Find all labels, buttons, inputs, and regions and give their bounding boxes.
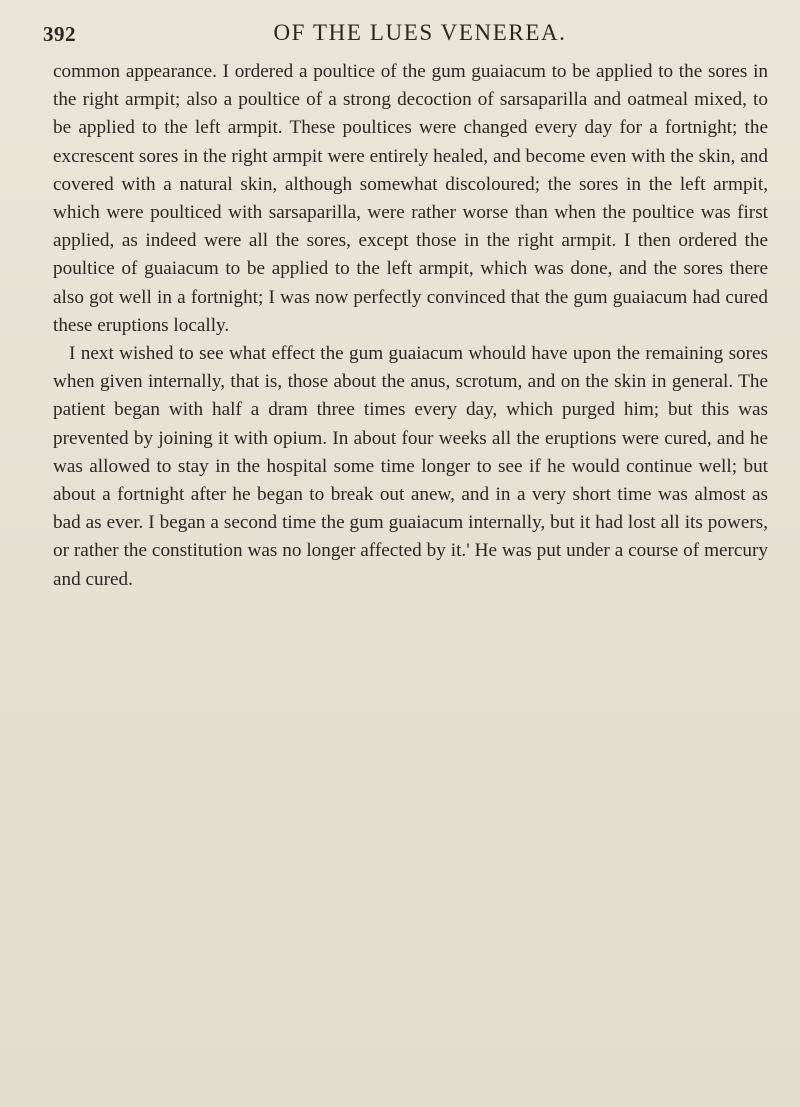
running-head xyxy=(0,16,800,56)
paragraph-2: I next wished to see what effect the gum guaiacum whould have upon the remaining sores when given internally, that is, those about the anus, scrotum, and on the skin in general. The patient began with half a dram three times every day, which purged him; but this was prevented by joining it with opium. In about four weeks all the eruptions were cured, and he was allowed to stay in the hospital some time longer to see if he would continue well; but about a fortnight after he began to break out anew, and in a very short time was almost as bad as ever. I began a second time the gum guaiacum internally, but it had lost all its powers, or rather the constitution was no longer affected by it.' He was put under a course of mercury and cured. xyxy=(53,343,768,590)
page-number: 392 xyxy=(43,22,76,46)
running-title: OF THE LUES VENEREA. xyxy=(273,20,567,45)
paragraph-1: common appearance. I ordered a poultice of the gum guaiacum to be applied to the sores in the right armpit; also a poultice of a strong decoction of sarsaparilla and oatmeal mixed, to be applied to the left armpit. These poultices were changed every day for a fortnight; the excrescent sores in the right armpit were entirely healed, and become even with the skin, and covered with a natural skin, although somewhat discoloured; the sores in the left armpit, which were poulticed with sarsaparilla, were rather worse than when the poultice was first applied, as indeed were all the sores, except those in the right armpit. I then ordered the poultice of guaiacum to be applied to the left armpit, which was done, and the sores there also got well in a fortnight; I was now perfectly convinced that the gum guaiacum had cured these eruptions locally. xyxy=(53,61,768,336)
body-text xyxy=(53,58,768,594)
